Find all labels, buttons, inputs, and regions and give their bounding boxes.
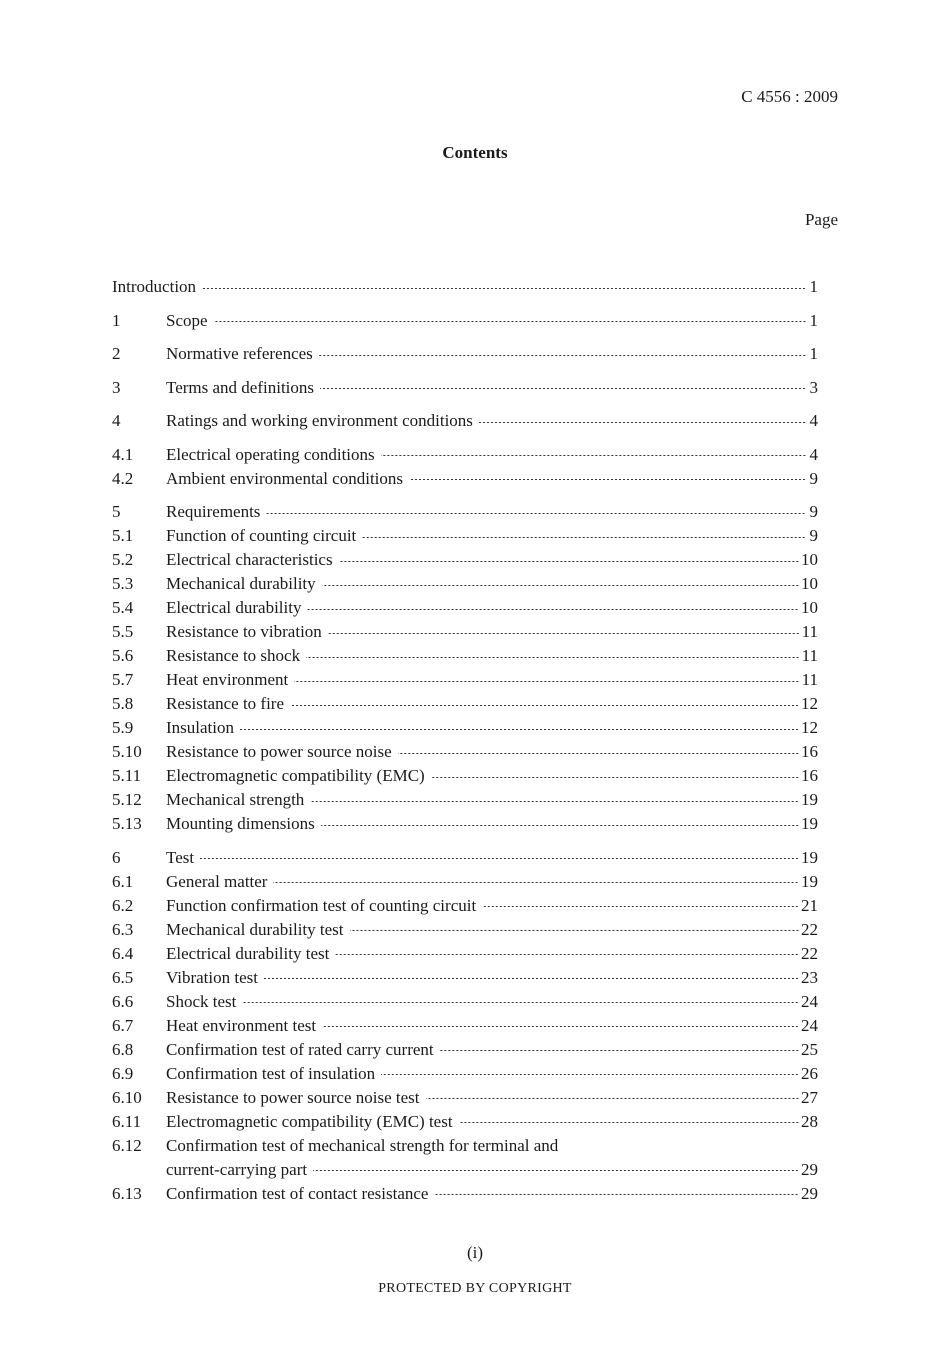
toc-entry	[112, 309, 818, 333]
toc-entry-number: 6.2	[112, 895, 134, 915]
toc-entry	[112, 942, 818, 966]
toc-entry	[112, 500, 818, 524]
toc-entry-title: General matter	[166, 871, 268, 891]
toc-entry-title: Test	[166, 847, 195, 867]
toc-entry-number: 5.6	[112, 646, 134, 665]
dot-leader	[434, 1194, 799, 1195]
toc-entry-page: 10	[801, 550, 818, 569]
toc-entry-number: 5.1	[112, 526, 134, 545]
toc-entry-number: 5.12	[112, 790, 142, 809]
toc-entry-number: 1	[112, 310, 121, 330]
toc-entry-title: Vibration test	[166, 967, 258, 987]
dot-leader	[273, 882, 799, 883]
toc-entry-title: Resistance to fire	[166, 694, 285, 713]
dot-leader	[381, 1074, 799, 1075]
toc-entry-number: 6.10	[112, 1087, 142, 1107]
toc-entry	[112, 548, 818, 572]
dot-leader	[319, 355, 806, 356]
dot-leader	[381, 455, 806, 456]
toc-entry-title: Resistance to shock	[166, 646, 301, 665]
toc-entry-number: 5.11	[112, 766, 142, 785]
toc-entry-page: 19	[801, 814, 818, 833]
toc-entry-title: Requirements	[166, 502, 261, 521]
toc-entry-number: 4.1	[112, 444, 134, 464]
toc-entry-page: 27	[801, 1087, 818, 1107]
toc-entry-number: 5.4	[112, 598, 134, 617]
toc-entry	[112, 764, 818, 788]
dot-leader	[310, 801, 799, 802]
toc-entry-title: Introduction	[112, 277, 197, 296]
dot-leader	[328, 633, 800, 634]
dot-leader	[362, 537, 806, 538]
toc-entry-title: Terms and definitions	[166, 377, 315, 397]
toc-entry-page: 24	[801, 991, 818, 1011]
toc-entry-title: Confirmation test of insulation	[166, 1063, 376, 1083]
toc-entry	[112, 443, 818, 467]
toc-entry-number: 6	[112, 847, 121, 867]
toc-entry-page: 28	[801, 1111, 818, 1131]
toc-entry	[112, 596, 818, 620]
dot-leader	[426, 1098, 799, 1099]
toc-entry-page: 29	[801, 1183, 818, 1203]
page-title: Contents	[442, 143, 508, 162]
dot-leader	[266, 513, 806, 514]
toc-entry-page: 11	[801, 622, 818, 641]
toc-entry	[112, 668, 818, 692]
toc-entry-title: Confirmation test of contact resistance	[166, 1183, 429, 1203]
dot-leader	[242, 1002, 799, 1003]
dot-leader	[240, 729, 799, 730]
dot-leader	[350, 930, 800, 931]
toc-entry	[112, 1038, 818, 1062]
toc-entry-title: Ambient environmental conditions	[166, 468, 404, 488]
toc-entry	[112, 990, 818, 1014]
dot-leader	[431, 777, 799, 778]
toc-entry-page: 4	[809, 444, 818, 464]
toc-entry-number: 6.11	[112, 1111, 142, 1131]
toc-entry	[112, 918, 818, 942]
copyright-notice: PROTECTED BY COPYRIGHT	[378, 1281, 572, 1296]
toc-entry-title: Function confirmation test of counting circuit	[166, 895, 477, 915]
toc-entry-number: 2	[112, 344, 121, 363]
toc-entry-title: Shock test	[166, 991, 237, 1011]
toc-entry-title: Resistance to vibration	[166, 622, 322, 641]
toc-entry	[112, 342, 818, 366]
toc-entry	[112, 409, 818, 433]
toc-entry-page: 23	[801, 967, 818, 987]
toc-entry-number: 6.4	[112, 943, 134, 963]
toc-entry	[112, 620, 818, 644]
toc-entry	[112, 572, 818, 596]
toc-entry-page: 16	[801, 742, 818, 761]
toc-entry-title: Electromagnetic compatibility (EMC) test	[166, 1111, 453, 1131]
toc-entry	[112, 894, 818, 918]
toc-entry-page: 10	[801, 574, 818, 593]
toc-entry	[112, 1062, 818, 1086]
toc-entry-page: 12	[801, 718, 818, 737]
toc-entry-title: Mounting dimensions	[166, 814, 315, 833]
toc-entry-number: 4	[112, 411, 121, 430]
dot-leader	[398, 753, 799, 754]
toc-entry-page: 22	[801, 943, 818, 963]
toc-entry	[112, 716, 818, 740]
toc-entry-page: 16	[801, 766, 818, 785]
toc-entry-page: 4	[809, 411, 818, 430]
toc-entry	[112, 1086, 818, 1110]
toc-entry-number: 6.6	[112, 991, 134, 1011]
dot-leader	[313, 1170, 799, 1171]
dot-leader	[321, 825, 799, 826]
toc-entry-page: 1	[809, 277, 818, 296]
toc-entry-page: 9	[809, 502, 818, 521]
toc-entry-number: 5.9	[112, 718, 134, 737]
toc-entry-page: 11	[801, 670, 818, 689]
toc-entry-title: Resistance to power source noise test	[166, 1087, 420, 1107]
toc-entry-title: Electrical operating conditions	[166, 444, 375, 464]
toc-entry-title: Electrical characteristics	[166, 550, 333, 569]
toc-entry-title: Electrical durability test	[166, 943, 330, 963]
toc-entry-page: 19	[801, 790, 818, 809]
toc-entry-page: 11	[801, 646, 818, 665]
toc-entry-page: 19	[801, 847, 818, 867]
toc-entry-number: 6.12	[112, 1135, 142, 1155]
toc-entry-title: Electromagnetic compatibility (EMC)	[166, 766, 425, 785]
toc-entry-number: 4.2	[112, 468, 134, 488]
toc-entry-number: 5.10	[112, 742, 142, 761]
toc-entry-page: 19	[801, 871, 818, 891]
toc-entry-title: Mechanical strength	[166, 790, 305, 809]
toc-entry	[112, 467, 818, 491]
toc-entry	[112, 1134, 818, 1158]
dot-leader	[306, 657, 800, 658]
toc-entry-page: 29	[801, 1159, 818, 1179]
toc-entry-page: 22	[801, 919, 818, 939]
dot-leader	[202, 288, 806, 289]
toc-entry	[112, 1014, 818, 1038]
dot-leader	[335, 954, 799, 955]
dot-leader	[482, 906, 799, 907]
toc-entry-page: 24	[801, 1015, 818, 1035]
dot-leader	[307, 609, 799, 610]
toc-entry	[112, 812, 818, 836]
toc-entry-title: Mechanical durability test	[166, 919, 344, 939]
toc-entry-number: 5	[112, 502, 121, 521]
toc-entry-number: 6.3	[112, 919, 134, 939]
toc-entry	[112, 966, 818, 990]
toc-entry-title-continuation: current-carrying part	[166, 1159, 308, 1179]
toc-entry-page: 9	[809, 468, 818, 488]
dot-leader	[479, 422, 806, 423]
toc-entry	[112, 524, 818, 548]
toc-entry-number: 5.3	[112, 574, 134, 593]
toc-entry-number: 6.8	[112, 1039, 134, 1059]
table-of-contents	[112, 275, 818, 1206]
toc-entry	[112, 376, 818, 400]
toc-entry-number: 5.8	[112, 694, 134, 713]
toc-entry	[112, 692, 818, 716]
toc-entry-title: Function of counting circuit	[166, 526, 357, 545]
dot-leader	[322, 1026, 799, 1027]
toc-entry-number: 6.9	[112, 1063, 134, 1083]
toc-entry-page: 25	[801, 1039, 818, 1059]
toc-entry-page: 10	[801, 598, 818, 617]
toc-entry	[112, 740, 818, 764]
dot-leader	[459, 1122, 799, 1123]
toc-entry	[112, 870, 818, 894]
toc-entry	[112, 846, 818, 870]
toc-entry-number: 6.13	[112, 1183, 142, 1203]
dot-leader	[409, 479, 806, 480]
dot-leader	[320, 388, 806, 389]
toc-entry	[112, 1110, 818, 1134]
dot-leader	[200, 858, 799, 859]
toc-entry-title: Scope	[166, 310, 208, 330]
dot-leader	[294, 681, 799, 682]
toc-entry-page: 26	[801, 1063, 818, 1083]
toc-entry-title: Insulation	[166, 718, 234, 737]
toc-entry-number: 3	[112, 377, 121, 397]
toc-entry-number: 5.13	[112, 814, 142, 833]
toc-entry-page: 1	[809, 344, 818, 363]
toc-entry-page: 1	[809, 310, 818, 330]
toc-entry-number: 6.5	[112, 967, 134, 987]
toc-entry	[112, 788, 818, 812]
toc-entry-title: Ratings and working environment conditions	[166, 411, 473, 430]
toc-entry	[112, 644, 818, 668]
toc-entry-title: Confirmation test of mechanical strength for terminal and	[166, 1135, 559, 1155]
toc-entry-number: 6.7	[112, 1015, 134, 1035]
toc-entry	[112, 1182, 818, 1206]
page-column-label: Page	[804, 210, 838, 229]
dot-leader	[339, 561, 799, 562]
dot-leader	[322, 585, 799, 586]
dot-leader	[290, 705, 799, 706]
toc-entry-title: Mechanical durability	[166, 574, 316, 593]
toc-entry-title: Heat environment test	[166, 1015, 317, 1035]
toc-entry-page: 21	[801, 895, 818, 915]
toc-entry-title: Confirmation test of rated carry current	[166, 1039, 434, 1059]
standard-identifier: C 4556 : 2009	[741, 87, 838, 106]
toc-entry-page: 3	[809, 377, 818, 397]
toc-entry-page: 9	[809, 526, 818, 545]
page-folio: (i)	[466, 1243, 484, 1262]
toc-entry-number: 5.7	[112, 670, 134, 689]
toc-entry-title: Electrical durability	[166, 598, 302, 617]
dot-leader	[214, 321, 806, 322]
toc-entry	[112, 1158, 818, 1182]
toc-entry-title: Normative references	[166, 344, 313, 363]
toc-entry-title: Heat environment	[166, 670, 289, 689]
dot-leader	[440, 1050, 799, 1051]
dot-leader	[264, 978, 799, 979]
toc-entry-number: 5.2	[112, 550, 134, 569]
toc-entry-page: 12	[801, 694, 818, 713]
toc-entry-number: 6.1	[112, 871, 134, 891]
toc-entry-title: Resistance to power source noise	[166, 742, 392, 761]
toc-entry	[112, 275, 818, 299]
toc-entry-number: 5.5	[112, 622, 134, 641]
